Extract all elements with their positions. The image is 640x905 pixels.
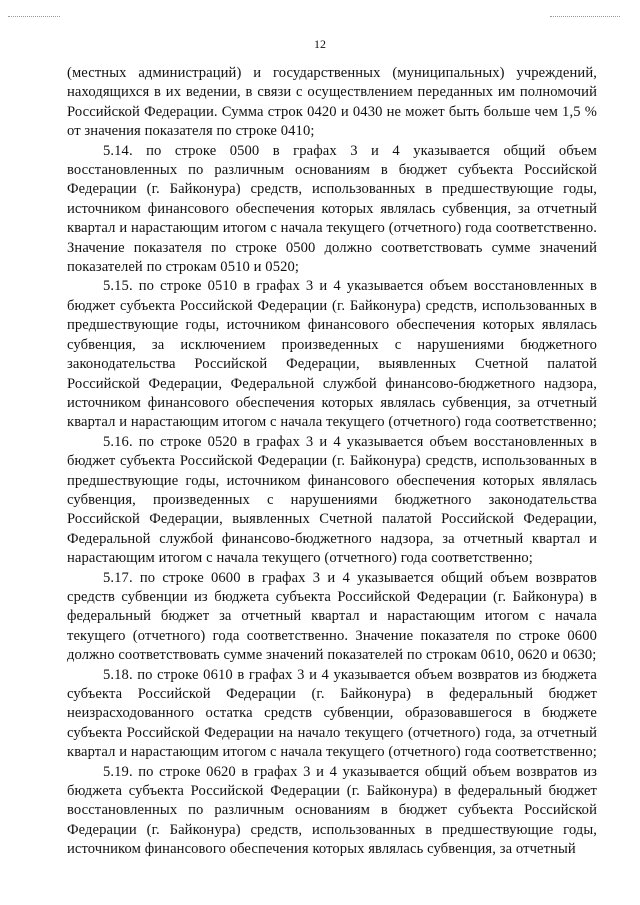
paragraph-5-16: 5.16. по строке 0520 в графах 3 и 4 указывается объем восстановленных в бюджет субъекта Российской Федерации (г. Байконура) средств, использованных в предшествующие годы, источником финансового обеспечения которых являлась субвенция, произведенных с нарушениями бюджетного законодательства Российской Федерации, выявленных Счетной палатой Российской Федерации, Федеральной службой финансово-бюджетного надзора, за отчетный квартал и нарастающим итогом с начала текущего (отчетного) года соответственно; [67,433,597,567]
paragraph-continuation: (местных администраций) и государственных (муниципальных) учреждений, находящихся в их ведении, в связи с осуществлением переданных им полномочий Российской Федерации. Сумма строк 0420 и 0430 не может быть больше чем 1,5 % от значения показателя по строке 0410; [67,65,597,140]
paragraph-5-14: 5.14. по строке 0500 в графах 3 и 4 указывается общий объем восстановленных по различным основаниям в бюджет субъекта Российской Федерации (г. Байконура) средств, использованных в предшествующие годы, источником финансового обеспечения которых являлась субвенция, за отчетный квартал и нарастающим итогом с начала текущего (отчетного) года соответственно. Значение показателя по строке 0500 должно соответствовать сумме значений показателей по строкам 0510 и 0520; [67,142,597,276]
paragraph-5-15: 5.15. по строке 0510 в графах 3 и 4 указывается объем восстановленных в бюджет субъекта Российской Федерации (г. Байконура) средств, использованных в предшествующие годы, источником финансового обеспечения которых являлась субвенция, за исключением произведенных с нарушениями бюджетного законодательства Российской Федерации, выявленных Счетной палатой Российской Федерации, Федеральной службой финансово-бюджетного надзора, источником финансового обеспечения которых являлась субвенция, за отчетный квартал и нарастающим итогом с начала текущего (отчетного) года соответственно; [67,278,597,431]
scan-artifact-right [550,16,620,18]
page-number: 12 [314,37,326,51]
paragraph-5-19: 5.19. по строке 0620 в графах 3 и 4 указывается общий объем возвратов из бюджета субъекта Российской Федерации (г. Байконура) в федеральный бюджет восстановленных по различным основаниям в бюджет субъекта Российской Федерации (г. Байконура) средств, использованных в предшествующие годы, источником финансового обеспечения которых являлась субвенция, за отчетный [67,763,597,858]
document-body [67,64,597,860]
paragraph-5-18: 5.18. по строке 0610 в графах 3 и 4 указывается объем возвратов из бюджета субъекта Российской Федерации (г. Байконура) в федеральный бюджет неизрасходованного остатка средств субвенции, образовавшегося в бюджете субъекта Российской Федерации на начало текущего (отчетного) года, за отчетный квартал и нарастающим итогом с начала текущего (отчетного) года соответственно; [67,666,597,761]
scan-artifact-left [8,16,60,18]
paragraph-5-17: 5.17. по строке 0600 в графах 3 и 4 указывается общий объем возвратов средств субвенции из бюджета субъекта Российской Федерации (г. Байконура) в федеральный бюджет за отчетный квартал и нарастающим итогом с начала текущего (отчетного) года соответственно. Значение показателя по строке 0600 должно соответствовать сумме значений показателей по строкам 0610, 0620 и 0630; [67,569,597,664]
